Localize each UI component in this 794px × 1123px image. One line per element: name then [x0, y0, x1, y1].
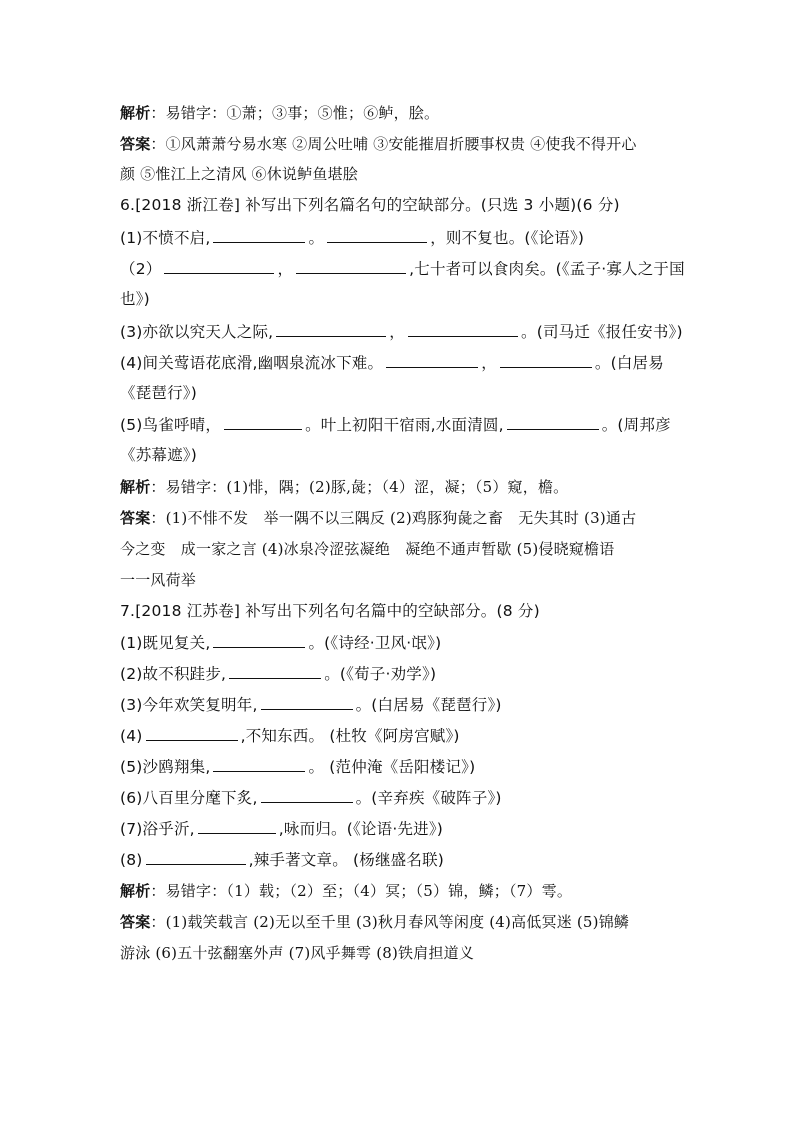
q6-item-4: (4)间关莺语花底滑,幽咽泉流冰下难。 ， 。(白居易	[120, 351, 680, 374]
answer-blank	[213, 631, 305, 648]
analysis-label: 解析	[120, 478, 151, 496]
q6-analysis: 解析：易错字：(1)悱，隅；(2)豚,彘；（4）涩，凝；（5）窥，檐。	[120, 478, 569, 496]
q7-item-5: (5)沙鸥翔集, 。 (范仲淹《岳阳楼记》)	[120, 755, 680, 778]
q6-item-1: (1)不愤不启, 。 ，则不复也。(《论语》)	[120, 226, 680, 249]
q7-answer: 答案：(1)载笑载言 (2)无以至千里 (3)秋月春风等闲度 (4)高低冥迷 (5)锦鳞	[120, 913, 630, 931]
answer-blank	[507, 413, 599, 430]
q7-item-3: (3)今年欢笑复明年, 。(白居易《琵琶行》)	[120, 693, 680, 716]
answer-label: 答案	[120, 509, 151, 527]
q7-item-6: (6)八百里分麾下炙, 。(辛弃疾《破阵子》)	[120, 786, 680, 809]
answer-blank	[500, 351, 592, 368]
q6-answer-cont-1: 今之变 成一家之言 (4)冰泉冷涩弦凝绝 凝绝不通声暂歇 (5)侵晓窥檐语	[120, 540, 615, 558]
q6-item-4-cont: 《琵琶行》)	[120, 384, 197, 402]
q6-item-3: (3)亦欲以究天人之际, ， 。(司马迁《报任安书》)	[120, 320, 680, 343]
answer-blank	[198, 817, 276, 834]
q6-heading: 6.[2018 浙江卷] 补写出下列名篇名句的空缺部分。(只选 3 小题)(6 分)	[120, 196, 620, 214]
answer-blank	[261, 786, 353, 803]
answer-blank	[229, 662, 321, 679]
q5-answer: 答案：①风萧萧兮易水寒 ②周公吐哺 ③安能摧眉折腰事权贵 ④使我不得开心	[120, 135, 637, 153]
q7-analysis: 解析：易错字：（1）载；（2）至；（4）冥；（5）锦，鳞；（7）雩。	[120, 882, 573, 900]
analysis-label: 解析	[120, 104, 151, 122]
q7-heading: 7.[2018 江苏卷] 补写出下列名句名篇中的空缺部分。(8 分)	[120, 602, 540, 620]
q6-answer-cont-2: 一一风荷举	[120, 571, 197, 589]
answer-blank	[146, 724, 238, 741]
q6-item-2: （2） ， ,七十者可以食肉矣。(《孟子·寡人之于国	[120, 257, 680, 280]
q5-analysis: 解析：易错字：①萧；③事；⑤惟；⑥鲈，脍。	[120, 104, 440, 122]
q5-answer-cont: 颜 ⑤惟江上之清风 ⑥休说鲈鱼堪脍	[120, 165, 358, 183]
answer-blank	[224, 413, 302, 430]
answer-blank	[408, 320, 518, 337]
q7-item-2: (2)故不积跬步, 。(《荀子·劝学》)	[120, 662, 680, 685]
answer-label: 答案	[120, 135, 151, 153]
answer-blank	[164, 257, 274, 274]
q6-answer: 答案：(1)不悱不发 举一隅不以三隅反 (2)鸡豚狗彘之畜 无失其时 (3)通古	[120, 509, 637, 527]
answer-blank	[276, 320, 386, 337]
answer-blank	[213, 226, 305, 243]
answer-blank	[213, 755, 305, 772]
q7-answer-cont: 游泳 (6)五十弦翻塞外声 (7)风乎舞雩 (8)铁肩担道义	[120, 944, 475, 962]
q7-item-1: (1)既见复关, 。(《诗经·卫风·氓》)	[120, 631, 680, 654]
answer-blank	[296, 257, 406, 274]
q6-item-5-cont: 《苏幕遮》)	[120, 446, 197, 464]
answer-blank	[146, 848, 246, 865]
q6-item-5: (5)鸟雀呼晴， 。叶上初阳干宿雨,水面清圆, 。(周邦彦	[120, 413, 680, 436]
answer-label: 答案	[120, 913, 151, 931]
answer-blank	[386, 351, 478, 368]
q6-item-2-cont: 也》)	[120, 290, 150, 308]
answer-blank	[261, 693, 353, 710]
q7-item-7: (7)浴乎沂, ,咏而归。(《论语·先进》)	[120, 817, 680, 840]
q7-item-4: (4) ,不知东西。 (杜牧《阿房宫赋》)	[120, 724, 680, 747]
analysis-label: 解析	[120, 882, 151, 900]
q7-item-8: (8) ,辣手著文章。 (杨继盛名联)	[120, 848, 680, 871]
answer-blank	[327, 226, 427, 243]
